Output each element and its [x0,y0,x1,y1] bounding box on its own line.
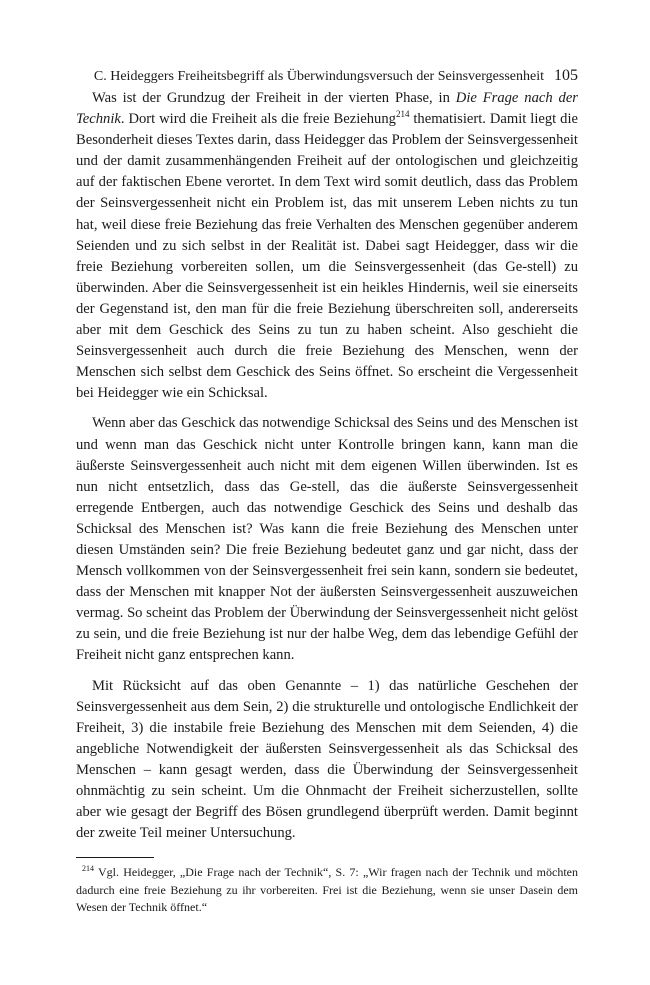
running-head [76,66,578,87]
footnote [76,864,578,917]
page-number: 105 [554,67,578,84]
footnote-divider [76,857,154,858]
body-text [76,88,578,853]
paragraph-1-text-c: thematisiert. Damit liegt die Besonderheit dieses Textes darin, dass Heidegger das Problem der Seinsvergessenheit und der damit zusammenhängenden Freiheit auf der ontologischen und gleichzeitig auf der faktischen Ebene verortet. In dem Text wird somit deutlich, dass das Problem der Seinsvergessenheit nicht ein Problem ist, das mit unserem Leben nichts zu tun hat, weil diese freie Beziehung das freie Verhalten des Menschen gegenüber anderem Seienden und zu sich selbst in der Realität ist. Dabei sagt Heidegger, dass wir die freie Beziehung vorbereiten sollen, um die Seinsvergessenheit (das Ge-stell) zu überwinden. Aber die Seinsvergessenheit ist ein heikles Hindernis, weil sie einerseits der Gegenstand ist, den man für die freie Beziehung überschreiten soll, andererseits aber mit dem Geschick des Seins zu tun zu haben scheint. Also geschieht die Seinsvergessenheit auch durch die freie Beziehung des Menschen, wenn der Menschen sich selbst dem Geschick des Seins öffnet. So erscheint die Vergessenheit bei Heidegger wie ein Schicksal. [76,111,578,402]
footnote-paragraph [76,864,578,917]
paragraph-2: Wenn aber das Geschick das notwendige Schicksal des Seins und des Menschen ist und wenn man das Geschick nicht unter Kontrolle bringen kann, kann man die äußerste Seinsvergessenheit auch nicht mit dem eigenen Willen überwinden. Ist es nun nicht entsetzlich, dass das Ge-stell, das die äußerste Seinsvergessenheit erregende Entbergen, auch das notwendige Geschick des Seins und deshalb das Schicksal des Menschen ist? Was kann die freie Beziehung des Menschen unter diesen Umständen sein? Die freie Beziehung bedeutet ganz und gar nicht, dass der Mensch vollkommen von der Seinsvergessenheit frei sein kann, sondern sie bedeutet, dass der Menschen mit knapper Not der äußersten Seinsvergessenheit auszuweichen vermag. So scheint das Problem der Überwindung der Seinsvergessenheit nicht gelöst zu sein, und die freie Beziehung ist nur der halbe Weg, dem das lebendige Gefühl der Freiheit nicht ganz entsprechen kann. [76,415,578,664]
footnote-reference: 214 [395,109,410,120]
footnote-number: 214 [82,864,94,873]
paragraph-1 [76,88,578,404]
footnote-text: Vgl. Heidegger, „Die Frage nach der Technik“, S. 7: „Wir fragen nach der Technik und möchten dadurch eine freie Beziehung zu ihr vorbereiten. Frei ist die Beziehung, wenn sie unser Dasein dem Wesen der Technik öffnet.“ [76,865,578,914]
paragraph-1-italic-title: Die Frage nach der Technik [76,90,578,128]
paragraph-3: Mit Rücksicht auf das oben Genannte – 1) das natürliche Geschehen der Seinsvergessenheit aus dem Sein, 2) die strukturelle und ontologische Endlichkeit der Freiheit, 3) die instabile freie Beziehung des Menschen mit dem Seienden, 4) die angebliche Notwendigkeit der äußersten Seinsvergessenheit als das Schicksal des Menschen – kann gesagt werden, dass die Überwindung der Seinsvergessenheit ohnmächtig zu sein scheint. Um die Ohnmacht der Freiheit sicherzustellen, sollte aber wie gesagt der Begriff des Bösen grundlegend überprüft werden. Damit beginnt der zweite Teil meiner Untersuchung. [76,677,578,842]
running-head-title: C. Heideggers Freiheitsbegriff als Überwindungsversuch der Seinsvergessenheit [93,69,544,84]
paragraph-1-text-a: Was ist der Grundzug der Freiheit in der vierten Phase, in [92,90,456,106]
paragraph-1-text-b: . Dort wird die Freiheit als die freie Beziehung [120,111,396,128]
